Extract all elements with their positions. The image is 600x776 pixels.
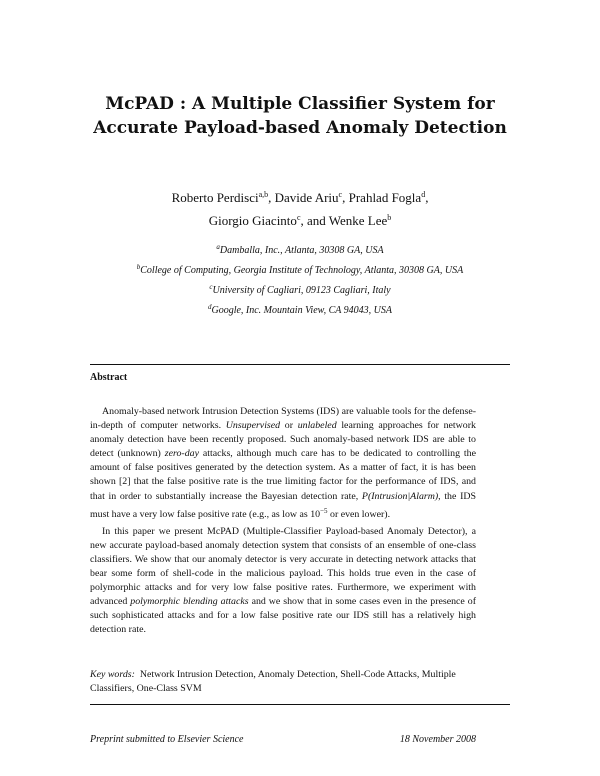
- author-name: , and Wenke Lee: [300, 213, 388, 228]
- abstract-emphasis: zero-day: [164, 448, 199, 460]
- title-line-1: McPAD : A Multiple Classifier System for: [105, 94, 495, 114]
- author-affil-mark: b: [387, 213, 392, 222]
- abstract-emphasis: unlabeled: [297, 420, 337, 432]
- author-affil-mark: d: [421, 190, 426, 199]
- author-line-2: [60, 208, 540, 231]
- affiliation: [60, 239, 540, 259]
- affiliation: [60, 299, 540, 319]
- keywords: [90, 668, 476, 696]
- abstract-emphasis: Unsupervised: [225, 420, 281, 432]
- author-affil-mark: a,b: [258, 190, 269, 199]
- affiliation: [60, 259, 540, 279]
- author-name: , Davide Ariu: [268, 190, 339, 205]
- abstract-bottom-rule: [90, 704, 510, 705]
- title-line-2: Accurate Payload-based Anomaly Detection: [93, 118, 507, 138]
- affiliation-mark: d: [207, 303, 212, 311]
- author-affil-mark: c: [296, 213, 301, 222]
- affiliation: [60, 279, 540, 299]
- keywords-text: Network Intrusion Detection, Anomaly Detection, Shell-Code Attacks, Multiple Classifiers, One-Class SVM: [90, 669, 456, 694]
- abstract-text: , the IDS must have a very low false positive rate (e.g., as low as 10: [90, 490, 476, 520]
- abstract-math: P(Intrusion|Alarm): [361, 490, 439, 502]
- affiliation-mark: a: [216, 243, 220, 251]
- affiliation-list: [60, 239, 540, 319]
- footer-date: 18 November 2008: [399, 734, 476, 745]
- abstract-heading: Abstract: [90, 372, 128, 383]
- author-affil-mark: c: [338, 190, 343, 199]
- abstract-text: learning approaches for network anomaly detection have been recently proposed. Such anomaly-based network IDS are able to detect (unknown): [90, 420, 476, 460]
- abstract-text: or: [280, 420, 298, 432]
- affiliation-text: College of Computing, Georgia Institute of Technology, Atlanta, 30308 GA, USA: [140, 265, 464, 276]
- affiliation-text: University of Cagliari, 09123 Cagliari, Italy: [212, 285, 391, 296]
- abstract-text: and we show that in some cases even in the presence of such sophisticated attacks and for a low false positive rate our IDS still has a relatively high detection rate.: [90, 596, 476, 636]
- abstract-text: In this paper we present McPAD (Multiple-Classifier Payload-based Anomaly Detector), a new accurate payload-based anomaly detection system that consists of an ensemble of one-class classifiers. We show that our anomaly detector is very accurate in detecting network attacks that bear some form of shell-code in the malicious payload. This holds true even in the case of polymorphic attacks and for very low false positive rates. Furthermore, we experiment with advanced: [90, 525, 476, 608]
- keywords-label: Key words:: [90, 669, 135, 680]
- abstract-body: [90, 405, 476, 638]
- affiliation-mark: c: [209, 283, 213, 291]
- author-name: , Prahlad Fogla: [342, 190, 422, 205]
- author-separator: ,: [425, 190, 429, 205]
- author-list: [60, 185, 540, 231]
- author-name: Giorgio Giacinto: [208, 213, 297, 228]
- abstract-text: or even lower).: [327, 508, 391, 520]
- author-line-1: [60, 185, 540, 208]
- preprint-note: Preprint submitted to Elsevier Science: [90, 734, 244, 745]
- abstract-text: Anomaly-based network Intrusion Detection Systems (IDS) are valuable tools for the defense-in-depth of computer networks.: [90, 406, 476, 432]
- affiliation-mark: b: [136, 263, 141, 271]
- abstract-text: attacks, although much care has to be dedicated to controlling the amount of false positives generated by the detection system. As a matter of fact, it is has been shown [2] that the false positive rate is the true limiting factor for the performance of IDS, and that in order to substantially increase the Bayesian detection rate,: [90, 448, 476, 502]
- abstract-exponent: −5: [320, 506, 328, 515]
- abstract-emphasis: polymorphic blending attacks: [130, 596, 249, 608]
- affiliation-text: Google, Inc. Mountain View, CA 94043, USA: [211, 305, 393, 316]
- abstract-top-rule: [90, 364, 510, 365]
- abstract-paragraph-2: [90, 525, 476, 638]
- paper-title: [60, 92, 540, 140]
- author-name: Roberto Perdisci: [171, 190, 259, 205]
- abstract-paragraph-1: [90, 405, 476, 522]
- affiliation-text: Damballa, Inc., Atlanta, 30308 GA, USA: [219, 245, 384, 256]
